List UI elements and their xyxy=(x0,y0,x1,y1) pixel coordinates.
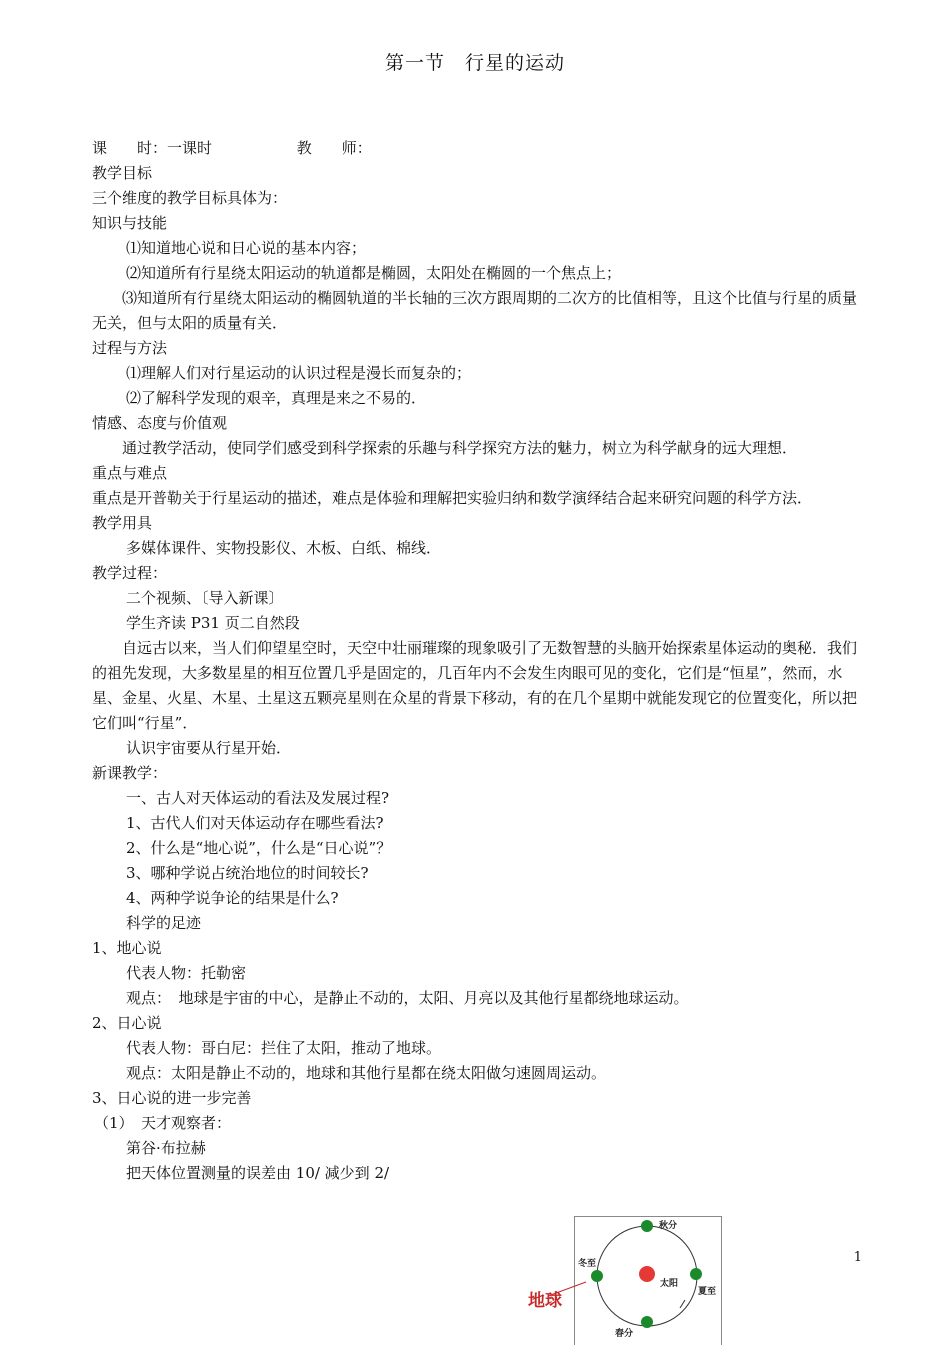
planet-winter xyxy=(591,1270,603,1282)
planet-autumn xyxy=(641,1220,653,1232)
label-winter: 冬至 xyxy=(578,1259,597,1269)
text-line: 教学目标 xyxy=(92,164,153,182)
text-line: 多媒体课件、实物投影仪、木板、白纸、棉线． xyxy=(126,539,442,557)
text-line: 把天体位置测量的误差由 10/ 减少到 2/ xyxy=(126,1164,390,1182)
text-line: 4、两种学说争论的结果是什么? xyxy=(126,889,339,907)
text-line: ⑴知道地心说和日心说的基本内容； xyxy=(126,239,367,257)
text-line: 重点是开普勒关于行星运动的描述，难点是体验和理解把实验归纳和数学演绎结合起来研究问题的科学方法． xyxy=(92,489,813,507)
earth-label: 地球 xyxy=(528,1291,562,1311)
text-line: 自远古以来，当人们仰望星空时，天空中壮丽璀璨的现象吸引了无数智慧的头脑开始探索星体运动的奥秘．我们的祖先发现，大多数星星的相互位置几乎是固定的，几百年内不会发生肉眼可见的变化，它们是“恒星”，然而，水星、金星、火星、木星、土星这五颗亮星则在众星的背景下移动，有的在几个星期中就能发现它的位置变化，所以把它们叫“行星”． xyxy=(92,639,858,732)
label-autumn: 秋分 xyxy=(659,1221,678,1231)
class-hours: 课 时：一课时 xyxy=(92,139,213,157)
text-line: 情感、态度与价值观 xyxy=(92,414,228,432)
text-line: 教学用具 xyxy=(92,514,153,532)
text-line: 代表人物：哥白尼：拦住了太阳，推动了地球。 xyxy=(126,1039,442,1057)
text-line: 1、古代人们对天体运动存在哪些看法? xyxy=(126,814,384,832)
text-line: 新课教学： xyxy=(92,764,168,782)
text-line: 认识宇宙要从行星开始． xyxy=(126,739,292,757)
meta-line xyxy=(92,136,862,161)
text-line: 知识与技能 xyxy=(92,214,168,232)
text-line: 第谷·布拉赫 xyxy=(126,1139,206,1157)
text-line: 过程与方法 xyxy=(92,339,168,357)
text-line: ⑶知道所有行星绕太阳运动的椭圆轨道的半长轴的三次方跟周期的二次方的比值相等，且这个比值与行星的质量无关，但与太阳的质量有关． xyxy=(92,289,858,332)
text-line: ⑴理解人们对行星运动的认识过程是漫长而复杂的； xyxy=(126,364,472,382)
text-line: 1、地心说 xyxy=(92,939,162,957)
text-line: 3、日心说的进一步完善 xyxy=(92,1089,252,1107)
document-body xyxy=(92,136,862,1186)
text-line: ⑵知道所有行星绕太阳运动的轨道都是椭圆，太阳处在椭圆的一个焦点上； xyxy=(126,264,622,282)
sun-dot xyxy=(639,1266,655,1282)
text-line: 科学的足迹 xyxy=(126,914,202,932)
orbit-diagram xyxy=(520,1212,730,1344)
label-spring: 春分 xyxy=(615,1329,634,1339)
text-line: 二个视频、〔导入新课〕 xyxy=(126,589,284,607)
text-line: 观点：太阳是静止不动的，地球和其他行星都在绕太阳做匀速圆周运动。 xyxy=(126,1064,607,1082)
text-line: 一、古人对天体运动的看法及发展过程? xyxy=(126,789,390,807)
text-line: 代表人物：托勒密 xyxy=(126,964,247,982)
text-line: 观点： 地球是宇宙的中心，是静止不动的，太阳、月亮以及其他行星都绕地球运动。 xyxy=(126,989,689,1007)
text-line: 学生齐读 P31 页二自然段 xyxy=(126,614,300,632)
orbit-svg xyxy=(520,1212,730,1344)
text-line: 教学过程： xyxy=(92,564,168,582)
planet-spring xyxy=(641,1316,653,1328)
paragraph-list xyxy=(92,161,862,1186)
text-line: 通过教学活动，使同学们感受到科学探索的乐趣与科学探究方法的魅力，树立为科学献身的远大理想． xyxy=(122,439,798,457)
page-number: 1 xyxy=(853,1250,862,1265)
planet-summer xyxy=(690,1268,702,1280)
label-sun: 太阳 xyxy=(660,1279,679,1289)
text-line: 三个维度的教学目标具体为： xyxy=(92,189,288,207)
page-title: 第一节 行星的运动 xyxy=(384,52,565,74)
text-line: 2、什么是“地心说”，什么是“日心说”？ xyxy=(126,839,392,857)
direction-arrow xyxy=(680,1300,685,1308)
text-line: 重点与难点 xyxy=(92,464,168,482)
text-line: （1） 天才观察者： xyxy=(94,1114,232,1132)
text-line: 3、哪种学说占统治地位的时间较长? xyxy=(126,864,369,882)
text-line: ⑵了解科学发现的艰辛，真理是来之不易的． xyxy=(126,389,427,407)
teacher: 教 师： xyxy=(296,139,372,157)
text-line: 2、日心说 xyxy=(92,1014,162,1032)
label-summer: 夏至 xyxy=(698,1287,717,1297)
